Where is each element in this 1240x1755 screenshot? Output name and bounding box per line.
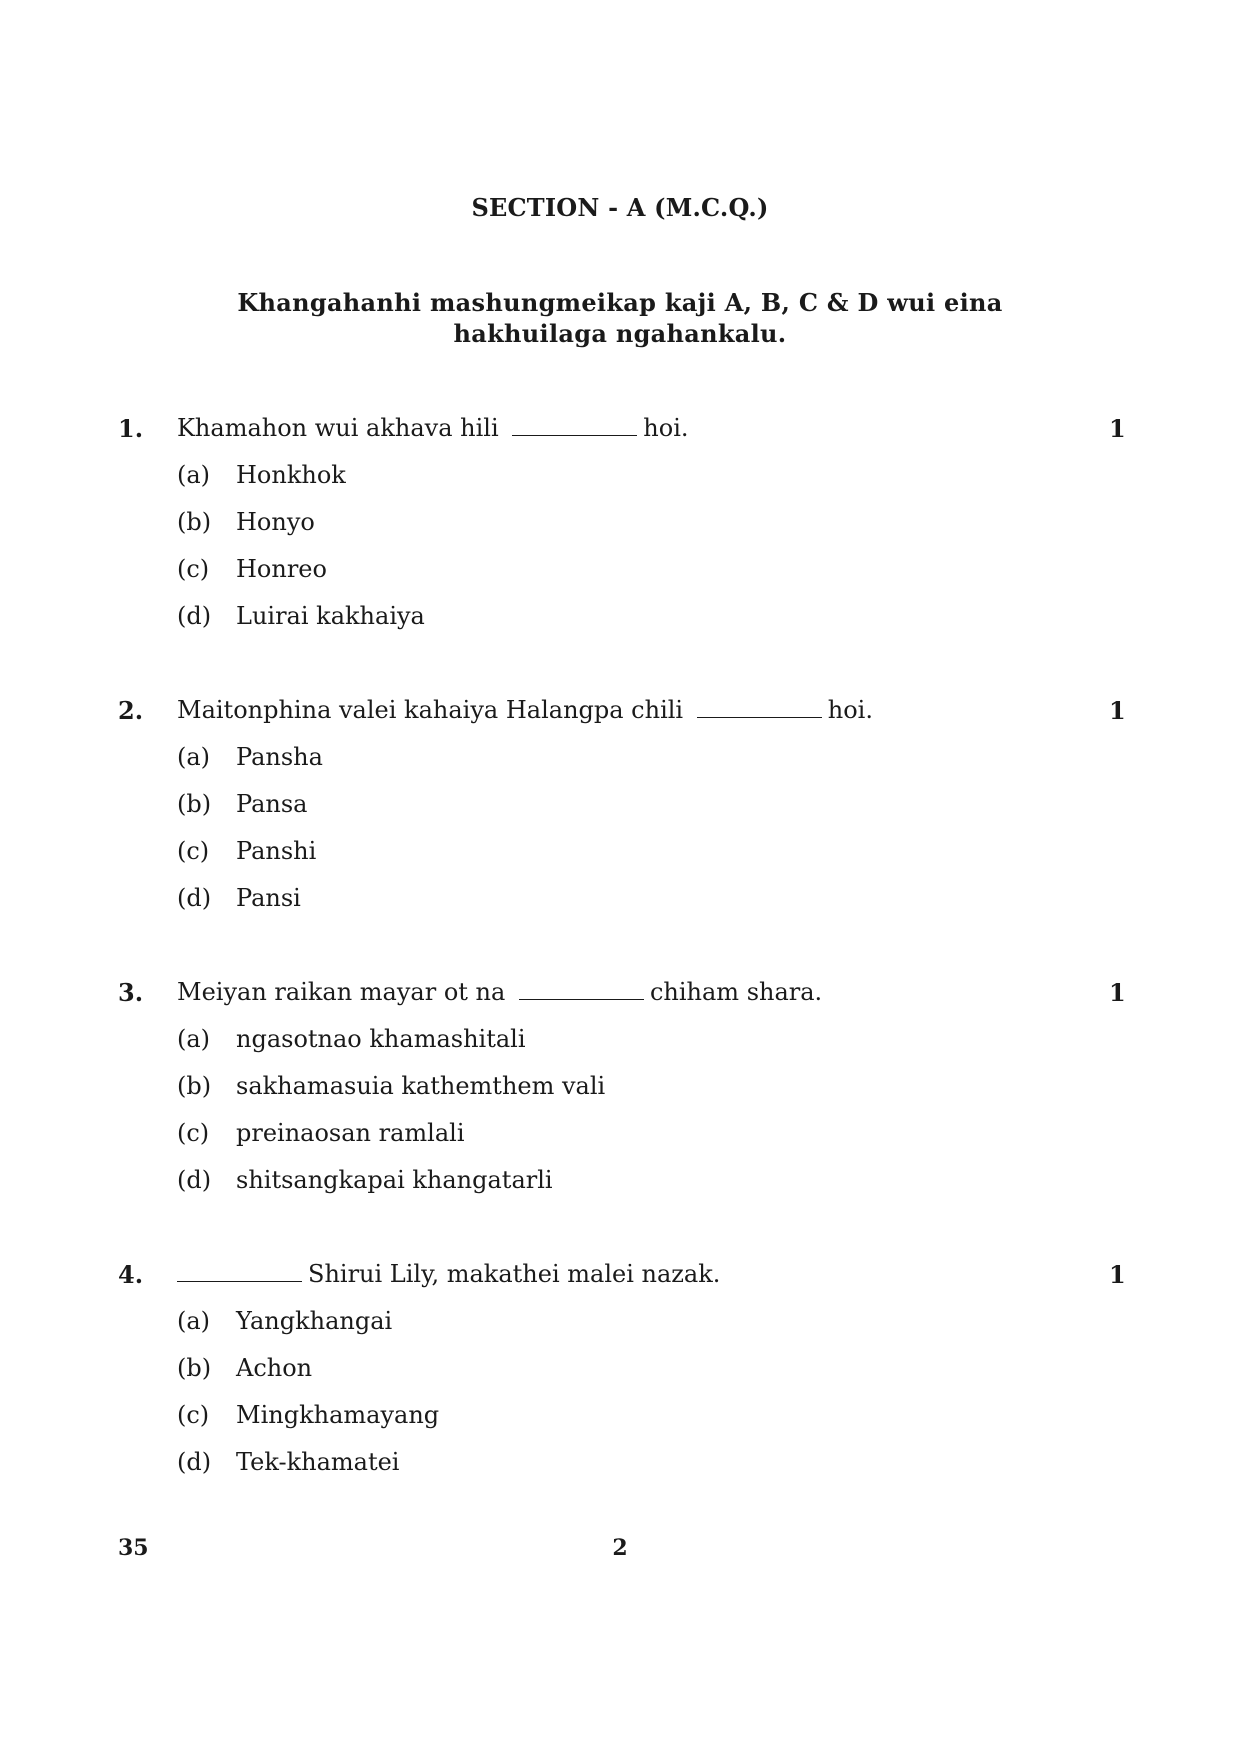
question-number: 3. <box>118 978 144 1007</box>
option-label: (a) <box>177 461 211 489</box>
option-b <box>0 790 1240 837</box>
option-label: (d) <box>177 1166 212 1194</box>
question-stem <box>0 414 1240 461</box>
instruction-line-2: hakhuilaga ngahankalu. <box>453 319 787 348</box>
option-text: Pansha <box>236 743 323 771</box>
question-text-after: Shirui Lily, makathei malei nazak. <box>308 1260 721 1288</box>
option-text: Yangkhangai <box>236 1307 393 1335</box>
question-stem <box>0 978 1240 1025</box>
question-text <box>177 978 822 1006</box>
question-number: 1. <box>118 414 144 443</box>
page-number: 2 <box>612 1535 628 1561</box>
option-label: (c) <box>177 555 210 583</box>
question-marks: 1 <box>1109 978 1126 1007</box>
option-label: (b) <box>177 1072 212 1100</box>
option-label: (c) <box>177 1401 210 1429</box>
instruction <box>220 287 1020 349</box>
option-a <box>0 461 1240 508</box>
option-label: (c) <box>177 1119 210 1147</box>
question-marks: 1 <box>1109 414 1126 443</box>
option-a <box>0 743 1240 790</box>
option-d <box>0 884 1240 931</box>
question-text-after: hoi. <box>827 696 873 724</box>
question-text <box>177 414 689 442</box>
option-label: (a) <box>177 1307 211 1335</box>
option-text: Honyo <box>236 508 315 536</box>
question-text <box>177 1260 720 1288</box>
option-label: (d) <box>177 1448 212 1476</box>
option-c <box>0 837 1240 884</box>
option-text: Pansa <box>236 790 308 818</box>
option-c <box>0 1119 1240 1166</box>
option-label: (a) <box>177 1025 211 1053</box>
option-c <box>0 555 1240 602</box>
option-label: (c) <box>177 837 210 865</box>
paper-code: 35 <box>118 1535 149 1561</box>
option-text: Honkhok <box>236 461 346 489</box>
option-text: sakhamasuia kathemthem vali <box>236 1072 606 1100</box>
option-text: Honreo <box>236 555 327 583</box>
option-text: ngasotnao khamashitali <box>236 1025 526 1053</box>
section-title: SECTION - A (M.C.Q.) <box>471 193 769 222</box>
question-number: 4. <box>118 1260 144 1289</box>
answer-blank <box>512 415 637 436</box>
option-label: (b) <box>177 508 212 536</box>
question-text-after: hoi. <box>643 414 689 442</box>
option-label: (a) <box>177 743 211 771</box>
question-stem <box>0 696 1240 743</box>
answer-blank <box>697 697 822 718</box>
question-stem <box>0 1260 1240 1307</box>
option-a <box>0 1307 1240 1354</box>
option-label: (d) <box>177 884 212 912</box>
option-text: shitsangkapai khangatarli <box>236 1166 553 1194</box>
option-a <box>0 1025 1240 1072</box>
option-text: Pansi <box>236 884 301 912</box>
question-3 <box>0 978 1240 1213</box>
answer-blank <box>177 1261 302 1282</box>
option-text: Achon <box>236 1354 313 1382</box>
option-d <box>0 1448 1240 1495</box>
option-b <box>0 1354 1240 1401</box>
option-label: (b) <box>177 1354 212 1382</box>
question-marks: 1 <box>1109 696 1126 725</box>
option-d <box>0 602 1240 649</box>
option-text: Tek-khamatei <box>236 1448 400 1476</box>
option-label: (b) <box>177 790 212 818</box>
question-text-before: Maitonphina valei kahaiya Halangpa chili <box>177 696 684 724</box>
question-number: 2. <box>118 696 144 725</box>
question-text-after: chiham shara. <box>649 978 823 1006</box>
option-d <box>0 1166 1240 1213</box>
question-2 <box>0 696 1240 931</box>
option-label: (d) <box>177 602 212 630</box>
option-text: Panshi <box>236 837 317 865</box>
instruction-line-1: Khangahanhi mashungmeikap kaji A, B, C & D wui eina <box>237 288 1003 317</box>
question-text-before: Khamahon wui akhava hili <box>177 414 499 442</box>
option-text: Luirai kakhaiya <box>236 602 425 630</box>
option-b <box>0 1072 1240 1119</box>
option-text: preinaosan ramlali <box>236 1119 465 1147</box>
answer-blank <box>519 979 644 1000</box>
option-text: Mingkhamayang <box>236 1401 440 1429</box>
question-1 <box>0 414 1240 649</box>
question-text-before: Meiyan raikan mayar ot na <box>177 978 506 1006</box>
question-text <box>177 696 873 724</box>
option-b <box>0 508 1240 555</box>
option-c <box>0 1401 1240 1448</box>
question-marks: 1 <box>1109 1260 1126 1289</box>
question-4 <box>0 1260 1240 1495</box>
